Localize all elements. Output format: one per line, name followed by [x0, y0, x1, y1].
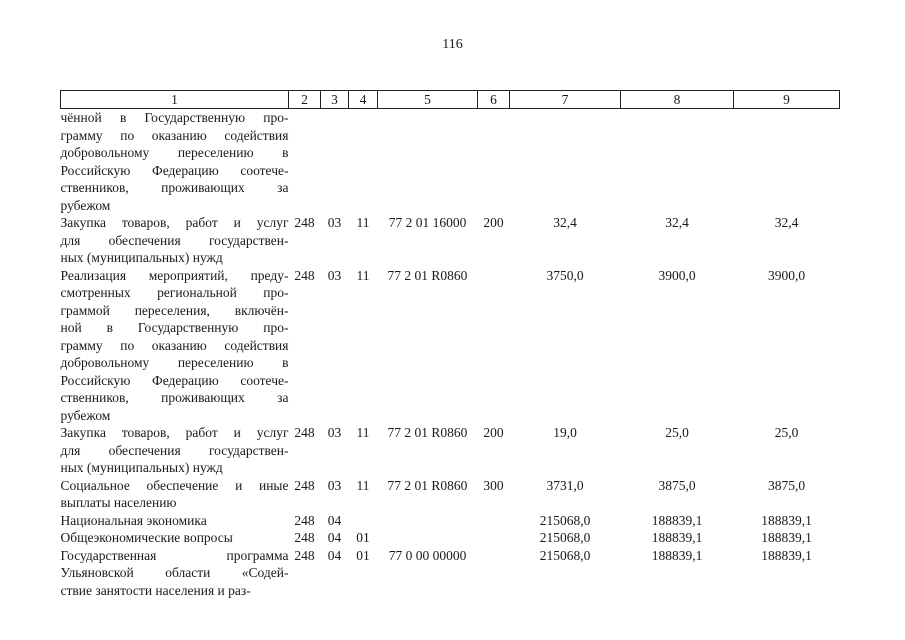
column-header-2: 2: [289, 91, 321, 109]
amount-year-1: 215068,0: [539, 547, 591, 563]
amount-year-3: 25,0: [774, 425, 799, 440]
code-target: 77 2 01 R0860: [387, 425, 468, 440]
row-name-line: ственников, проживающих за: [60, 390, 289, 405]
amount-year-2: 188839,1: [651, 512, 703, 528]
table-row: [61, 424, 840, 477]
row-name-line: Государственная программа: [60, 547, 289, 563]
row-name: [61, 214, 289, 267]
amount-year-3: 188839,1: [761, 530, 812, 545]
column-header-9: 9: [734, 91, 840, 109]
code-section: [321, 109, 349, 215]
amount-year-1: 19,0: [553, 425, 577, 440]
amount-year-3: 3875,0: [767, 477, 806, 493]
amount-year-2: 32,4: [665, 215, 689, 230]
row-name-line: для обеспечения государствен-: [60, 442, 289, 458]
row-name-line: ственников, проживающих за: [60, 180, 289, 195]
row-name: [61, 477, 289, 512]
row-name: [61, 109, 289, 215]
amount-year-1: 3750,0: [546, 267, 584, 283]
amount-year-2: 188839,1: [651, 547, 703, 563]
code-subsection: 01: [356, 530, 370, 545]
code-section: 03: [327, 267, 342, 283]
code-adm: 248: [294, 425, 315, 440]
row-name-line: Реализация мероприятий, преду-: [60, 267, 289, 283]
code-target: 77 2 01 R0860: [387, 477, 468, 493]
row-name-line: Ульяновской области «Содей-: [60, 565, 289, 580]
amount-year-1: 3731,0: [546, 477, 584, 493]
column-header-4: 4: [349, 91, 378, 109]
code-subsection: 01: [356, 547, 370, 563]
row-name-line: чённой в Государственную про-: [60, 110, 289, 125]
code-adm: 248: [294, 215, 315, 230]
amount-year-2: [621, 109, 734, 215]
amount-year-3: 3900,0: [767, 267, 806, 283]
row-name-line: ных (муниципальных) нужд: [60, 250, 223, 265]
page-number: 116: [442, 37, 463, 52]
table-header-row: [61, 91, 840, 109]
code-section: 04: [327, 512, 342, 528]
row-name-line: добровольному переселению в: [60, 355, 289, 370]
table-row: [61, 477, 840, 512]
amount-year-3: [734, 109, 840, 215]
code-adm: 248: [294, 267, 315, 283]
amount-year-2: 3900,0: [658, 267, 696, 283]
amount-year-1: 32,4: [553, 215, 577, 230]
code-expense-type: 300: [483, 477, 504, 493]
code-adm: [289, 109, 321, 215]
column-header-7: 7: [510, 91, 621, 109]
amount-year-2: 188839,1: [651, 530, 703, 545]
code-subsection: 11: [356, 267, 370, 283]
code-expense-type: [478, 547, 510, 600]
row-name-line: Национальная экономика: [60, 512, 207, 528]
code-section: 04: [327, 547, 342, 563]
row-name-line: смотренных региональной про-: [60, 285, 289, 300]
row-name-line: рубежом: [60, 197, 111, 213]
row-name-line: грамму по оказанию содействия: [60, 337, 289, 353]
row-name-line: добровольному переселению в: [60, 145, 289, 160]
code-subsection: 11: [356, 215, 370, 230]
amount-year-2: 3875,0: [658, 477, 696, 493]
code-target: [378, 512, 478, 530]
table-row: [61, 109, 840, 215]
code-subsection: 11: [356, 477, 370, 493]
amount-year-3: 188839,1: [761, 547, 812, 563]
column-header-5: 5: [378, 91, 478, 109]
row-name-line: Российскую Федерацию соотече-: [60, 372, 289, 388]
row-name-line: Закупка товаров, работ и услуг: [60, 215, 289, 230]
column-header-1: 1: [61, 91, 289, 109]
row-name-line: Российскую Федерацию соотече-: [60, 162, 289, 178]
amount-year-3: 32,4: [774, 215, 799, 230]
code-subsection: [349, 512, 378, 530]
column-header-8: 8: [621, 91, 734, 109]
code-adm: 248: [294, 530, 315, 545]
amount-year-3: 188839,1: [761, 512, 812, 528]
table-row: [61, 547, 840, 600]
row-name-line: рубежом: [60, 407, 111, 423]
code-adm: 248: [294, 547, 315, 563]
code-section: 03: [327, 425, 342, 440]
row-name: [61, 529, 289, 547]
row-name-line: Общеэкономические вопросы: [60, 530, 233, 545]
row-name-line: граммой переселения, включён-: [60, 302, 289, 318]
code-target: 77 2 01 R0860: [387, 267, 468, 283]
row-name-line: Социальное обеспечение и иные: [60, 477, 289, 493]
code-section: 03: [327, 215, 342, 230]
code-adm: 248: [294, 477, 315, 493]
row-name: [61, 424, 289, 477]
row-name-line: выплаты населению: [60, 495, 177, 510]
code-target: [378, 109, 478, 215]
column-header-6: 6: [478, 91, 510, 109]
amount-year-2: 25,0: [665, 425, 689, 440]
code-section: 04: [327, 530, 342, 545]
row-name-line: Закупка товаров, работ и услуг: [60, 425, 289, 440]
table-row: [61, 529, 840, 547]
amount-year-1: [510, 109, 621, 215]
budget-table: [60, 90, 840, 599]
table-body: [61, 109, 840, 600]
row-name: [61, 267, 289, 425]
row-name-line: грамму по оказанию содействия: [60, 127, 289, 143]
row-name-line: для обеспечения государствен-: [60, 232, 289, 248]
code-expense-type: 200: [483, 425, 504, 440]
row-name: [61, 512, 289, 530]
code-expense-type: [478, 109, 510, 215]
code-target: 77 2 01 16000: [388, 215, 467, 230]
code-subsection: 11: [356, 425, 370, 440]
code-target: 77 0 00 00000: [388, 547, 467, 563]
row-name-line: ной в Государственную про-: [60, 320, 289, 335]
code-subsection: [349, 109, 378, 215]
amount-year-1: 215068,0: [539, 512, 591, 528]
column-header-3: 3: [321, 91, 349, 109]
amount-year-1: 215068,0: [539, 530, 591, 545]
code-section: 03: [327, 477, 342, 493]
table-row: [61, 214, 840, 267]
row-name: [61, 547, 289, 600]
code-adm: 248: [294, 512, 315, 528]
table-row: [61, 512, 840, 530]
table-row: [61, 267, 840, 425]
code-expense-type: [478, 267, 510, 425]
row-name-line: ных (муниципальных) нужд: [60, 460, 223, 475]
row-name-line: ствие занятости населения и раз-: [60, 582, 251, 598]
code-expense-type: 200: [483, 215, 504, 230]
code-expense-type: [478, 529, 510, 547]
code-target: [378, 529, 478, 547]
code-expense-type: [478, 512, 510, 530]
